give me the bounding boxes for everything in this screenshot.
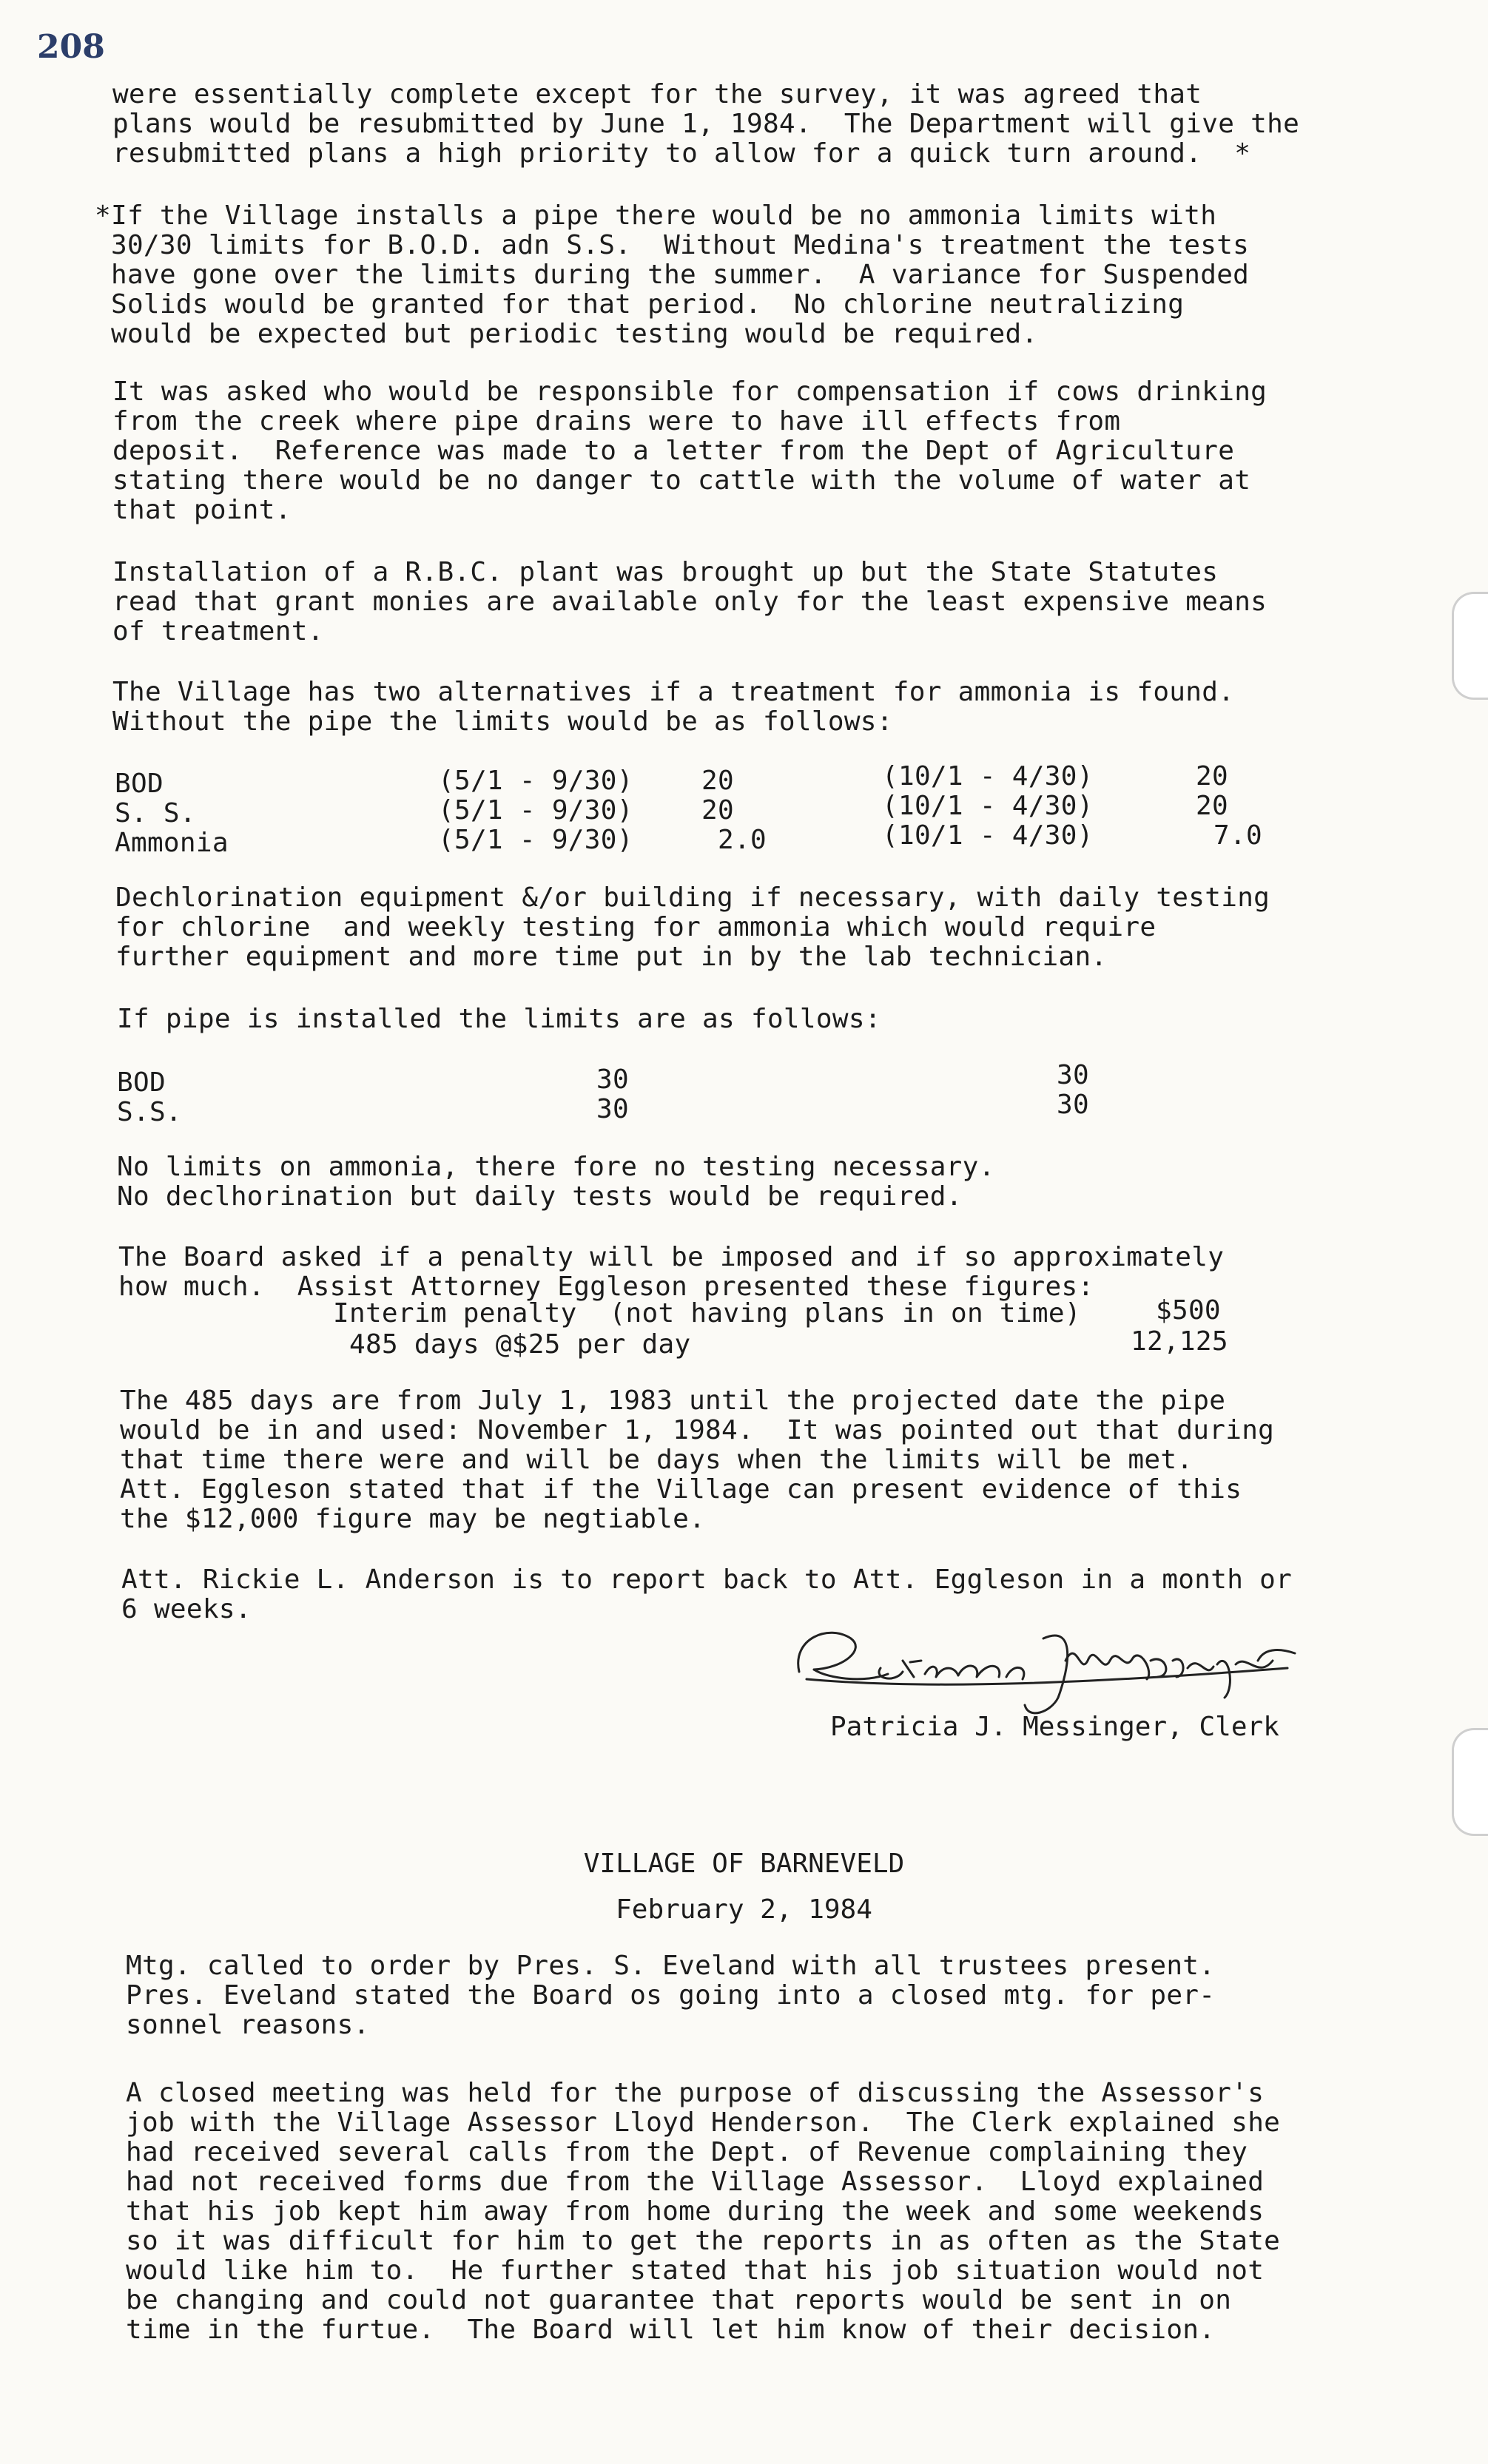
penalty-amount: 12,125 bbox=[1131, 1326, 1228, 1357]
table-cell-param: S. S. bbox=[115, 798, 196, 828]
paragraph: If pipe is installed the limits are as follows: bbox=[117, 1004, 881, 1034]
paragraph: Att. Rickie L. Anderson is to report back to Att. Eggleson in a month or 6 weeks. bbox=[121, 1565, 1293, 1624]
paragraph: A closed meeting was held for the purpose of discussing the Assessor's job with the Village Assessor Lloyd Henderson. The Clerk explained she had received several calls from the Dept. of Revenue complaining they had not received forms due from the Village Assessor. Lloyd explained that his job kept him away from home during the week and some weekends so it was difficult for him to get the reports in as often as the State would like him to. He further stated that his job situation would not be changing and could not guarantee that reports would be sent in on time in the furtue. The Board will let him know of their decision. bbox=[126, 2078, 1281, 2345]
table-cell-value: 30 bbox=[1057, 1090, 1089, 1120]
page-number: 208 bbox=[37, 28, 105, 66]
penalty-amount: $500 bbox=[1156, 1295, 1221, 1326]
meeting-heading: VILLAGE OF BARNEVELD bbox=[583, 1849, 905, 1879]
binder-hole bbox=[1452, 592, 1488, 700]
table-cell-value: 30 bbox=[596, 1064, 629, 1095]
paragraph: No limits on ammonia, there fore no testing necessary. No declhorination but daily tests would be required. bbox=[117, 1152, 995, 1212]
binder-hole bbox=[1452, 1728, 1488, 1836]
signature-caption: Patricia J. Messinger, Clerk bbox=[830, 1712, 1279, 1742]
table-cell-period: (5/1 - 9/30) bbox=[438, 795, 633, 826]
table-cell-value: 7.0 bbox=[1213, 820, 1262, 851]
paragraph: The Village has two alternatives if a treatment for ammonia is found. Without the pipe the limits would be as follows: bbox=[112, 677, 1235, 737]
paragraph: were essentially complete except for the survey, it was agreed that plans would be resubmitted by June 1, 1984. The Department will give the resubmitted plans a high priority to allow for a quick turn around. * bbox=[112, 79, 1300, 169]
table-cell-value: 20 bbox=[701, 795, 734, 826]
table-cell-param: S.S. bbox=[117, 1097, 182, 1127]
table-cell-period: (10/1 - 4/30) bbox=[882, 791, 1094, 821]
table-cell-period: (10/1 - 4/30) bbox=[882, 761, 1094, 791]
table-cell-param: Ammonia bbox=[115, 828, 229, 858]
meeting-date: February 2, 1984 bbox=[616, 1894, 872, 1925]
table-cell-value: 20 bbox=[1196, 791, 1228, 821]
signature-image bbox=[784, 1609, 1317, 1720]
table-cell-param: BOD bbox=[115, 769, 164, 799]
table-cell-value: 30 bbox=[596, 1094, 629, 1124]
paragraph: Mtg. called to order by Pres. S. Eveland with all trustees present. Pres. Eveland stated the Board os going into a closed mtg. for per- sonnel reasons. bbox=[126, 1951, 1216, 2040]
paragraph: Dechlorination equipment &/or building if necessary, with daily testing for chlorine and weekly testing for ammonia which would require further equipment and more time put in by the lab technician. bbox=[115, 882, 1270, 972]
paragraph: Installation of a R.B.C. plant was brought up but the State Statutes read that grant monies are available only for the least expensive means of treatment. bbox=[112, 557, 1268, 647]
table-cell-period: (10/1 - 4/30) bbox=[882, 820, 1094, 851]
table-cell-period: (5/1 - 9/30) bbox=[438, 766, 633, 796]
paragraph: The Board asked if a penalty will be imposed and if so approximately how much. Assist Attorney Eggleson presented these figures: bbox=[118, 1242, 1225, 1302]
table-cell-value: 20 bbox=[701, 766, 734, 796]
table-cell-value: 2.0 bbox=[718, 825, 767, 855]
table-cell-param: BOD bbox=[117, 1067, 166, 1098]
paragraph: *If the Village installs a pipe there would be no ammonia limits with 30/30 limits for B.O.D. adn S.S. Without Medina's treatment the tests have gone over the limits during the summer. A variance for Suspended Solids would be granted for that period. No chlorine neutralizing would be expected but periodic testing would be required. bbox=[95, 200, 1250, 349]
penalty-label: Interim penalty (not having plans in on time) bbox=[333, 1298, 1081, 1329]
penalty-label: 485 days @$25 per day bbox=[349, 1329, 691, 1360]
table-cell-value: 30 bbox=[1057, 1060, 1089, 1090]
paragraph: The 485 days are from July 1, 1983 until the projected date the pipe would be in and used: November 1, 1984. It was pointed out that during that time there were and will be days when the limits will be met. Att. Eggleson stated that if the Village can present evidence of this the $12,000 figure may be negtiable. bbox=[120, 1385, 1275, 1534]
table-cell-period: (5/1 - 9/30) bbox=[438, 825, 633, 855]
table-cell-value: 20 bbox=[1196, 761, 1228, 791]
paragraph: It was asked who would be responsible for compensation if cows drinking from the creek where pipe drains were to have ill effects from deposit. Reference was made to a letter from the Dept of Agriculture stating there would be no danger to cattle with the volume of water at that point. bbox=[112, 377, 1268, 525]
